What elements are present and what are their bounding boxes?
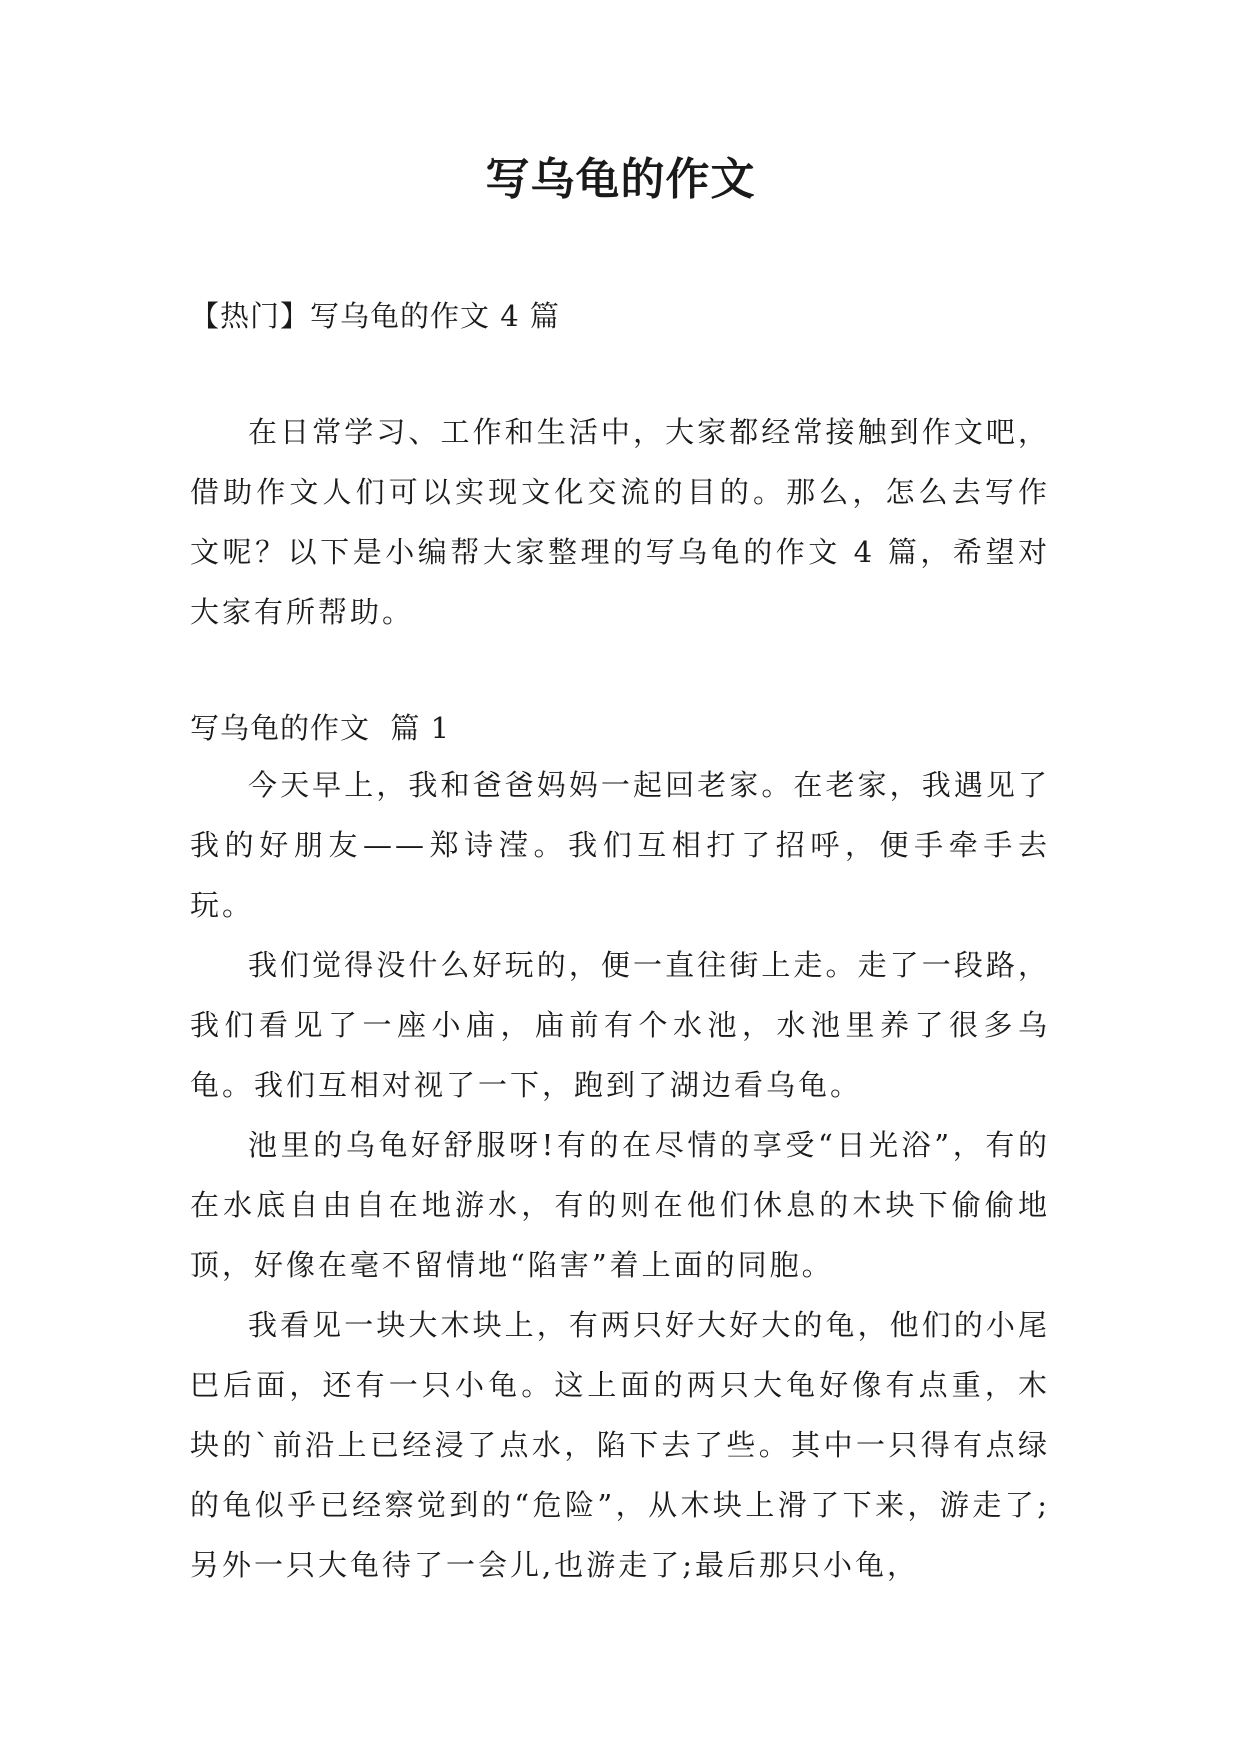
paragraph: 池里的乌龟好舒服呀!有的在尽情的享受“日光浴”，有的在水底自由自在地游水，有的则在他们休息的木块下偷偷地顶，好像在毫不留情地“陷害”着上面的同胞。 bbox=[190, 1128, 1050, 1282]
page-title: 写乌龟的作文 bbox=[485, 154, 756, 205]
paragraph: 我们觉得没什么好玩的，便一直往街上走。走了一段路，我们看见了一座小庙，庙前有个水池，水池里养了很多乌龟。我们互相对视了一下，跑到了湖边看乌龟。 bbox=[190, 948, 1050, 1102]
paragraph: 今天早上，我和爸爸妈妈一起回老家。在老家，我遇见了我的好朋友——郑诗滢。我们互相打了招呼，便手牵手去玩。 bbox=[190, 768, 1050, 922]
intro-block bbox=[190, 402, 1050, 642]
document-subtitle: 【热门】写乌龟的作文 4 篇 bbox=[190, 299, 560, 333]
essay-body bbox=[190, 755, 1050, 1595]
paragraph: 我看见一块大木块上，有两只好大好大的龟，他们的小尾巴后面，还有一只小龟。这上面的两只大龟好像有点重，木块的`前沿上已经浸了点水，陷下去了些。其中一只得有点绿的龟似乎已经察觉到的“危险”，从木块上滑了下来，游走了;另外一只大龟待了一会儿,也游走了;最后那只小龟， bbox=[190, 1308, 1050, 1582]
intro-paragraph: 在日常学习、工作和生活中，大家都经常接触到作文吧，借助作文人们可以实现文化交流的目的。那么，怎么去写作文呢？以下是小编帮大家整理的写乌龟的作文 4 篇，希望对大家有所帮助。 bbox=[190, 415, 1050, 629]
section-heading: 写乌龟的作文 篇 1 bbox=[190, 711, 451, 745]
